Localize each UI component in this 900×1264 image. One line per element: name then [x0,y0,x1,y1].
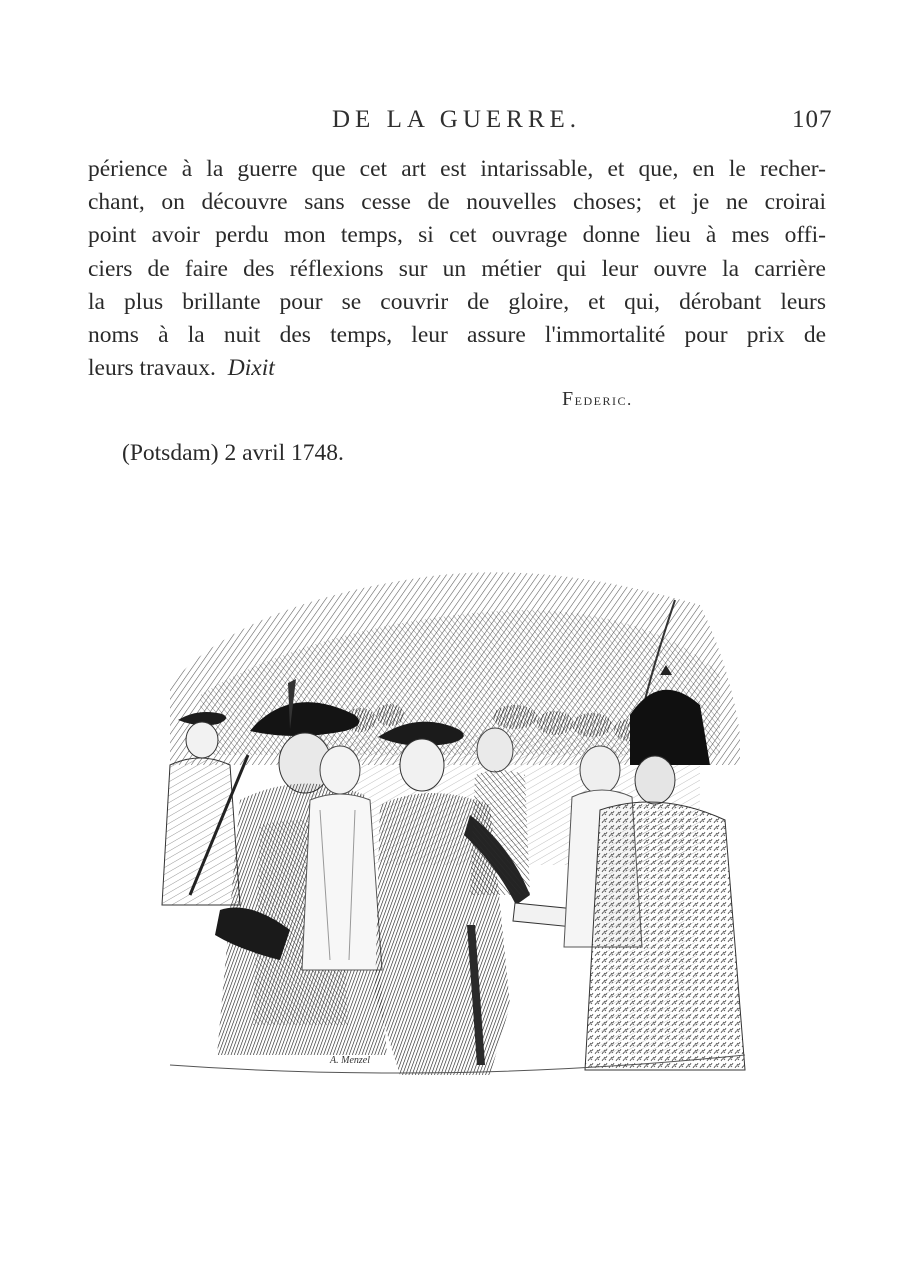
text-line-last [88,352,826,385]
signature: Federic. [562,388,633,410]
dixit-word: Dixit [227,355,275,382]
text-line: chant, on découvre sans cesse de nouvelles choses; et je ne croirai [88,189,826,216]
page-number: 107 [792,106,833,133]
text-line: la plus brillante pour se couvrir de gloire, et qui, dérobant leurs [88,288,826,315]
running-title: DE LA GUERRE. [332,106,582,133]
text-line: point avoir perdu mon temps, si cet ouvrage donne lieu à mes offi- [88,222,826,249]
engraving-drawing [160,565,752,1085]
text-line-final-words: leurs travaux. [88,355,216,382]
dateline: (Potsdam) 2 avril 1748. [122,440,344,466]
running-head [0,106,900,140]
engraving-illustration [160,565,752,1085]
text-line: périence à la guerre que cet art est intarissable, et que, en le recher- [88,156,826,182]
text-line: noms à la nuit des temps, leur assure l'immortalité pour prix de [88,321,826,348]
body-text [88,153,826,385]
artist-signature: A. Menzel [330,1055,370,1066]
text-line: ciers de faire des réflexions sur un métier qui leur ouvre la carrière [88,255,826,282]
